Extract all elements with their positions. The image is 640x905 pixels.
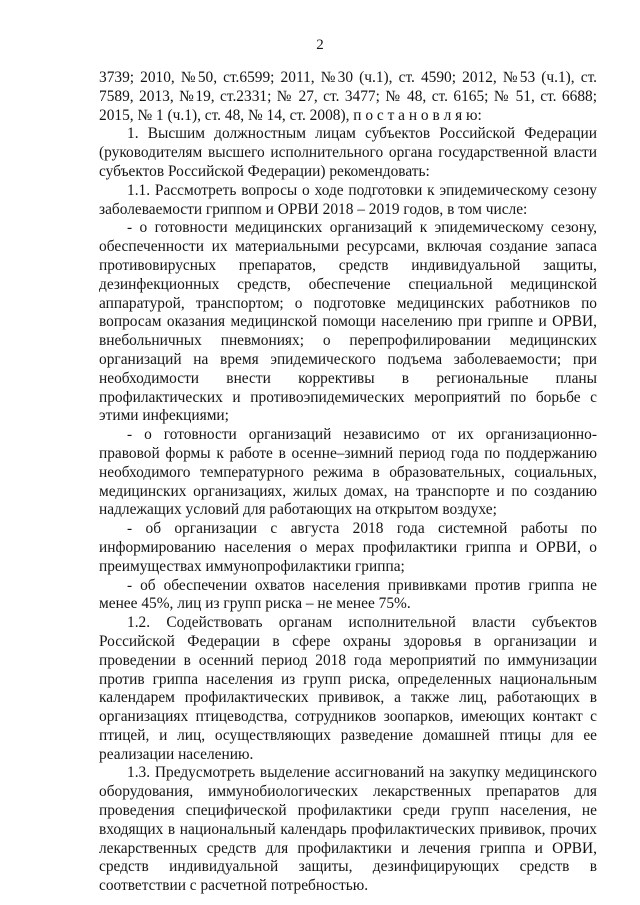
document-body [99, 69, 597, 896]
paragraph-bullet-medical-readiness: - о готовности медицинских организаций к эпидемическому сезону, обеспеченности их материальными ресурсами, включая создание запаса противовирусных препаратов, средств индивидуальной защиты, дезинфекционных средств, обеспечение специальной медицинской аппаратурой, транспортом; о подготовке медицинских работников по вопросам оказания медицинской помощи населению при гриппе и ОРВИ, внебольничных пневмониях; о перепрофилировании медицинских организаций на время эпидемического подъема заболеваемости; при необходимости внести коррективы в региональные планы профилактических и противоэпидемических мероприятий по борьбе с этими инфекциями; [99, 219, 597, 425]
page-number: 2 [316, 37, 324, 53]
paragraph-legal-references: 3739; 2010, №50, ст.6599; 2011, №30 (ч.1), ст. 4590; 2012, №53 (ч.1), ст. 7589, 2013, №19, ст.2331; № 27, ст. 3477; № 48, ст. 6165; № 51, ст. 6688; 2015, № 1 (ч.1), ст. 48, № 14, ст. 2008), п о с т а н о в л я ю: [99, 69, 597, 124]
paragraph-bullet-vaccination-coverage: - об обеспечении охватов населения прививками против гриппа не менее 45%, лиц из групп риска – не менее 75%. [99, 576, 597, 613]
paragraph-item-1: 1. Высшим должностным лицам субъектов Российской Федерации (руководителям высшего исполнительного органа государственной власти субъектов Российской Федерации) рекомендовать: [99, 125, 597, 180]
paragraph-item-1-1: 1.1. Рассмотреть вопросы о ходе подготовки к эпидемическому сезону заболеваемости гриппом и ОРВИ 2018 – 2019 годов, в том числе: [99, 181, 597, 218]
paragraph-bullet-temperature-regime: - о готовности организаций независимо от их организационно-правовой формы к работе в осенне–зимний период года по поддержанию необходимого температурного режима в образовательных, социальных, медицинских организациях, жилых домах, на транспорте и по созданию надлежащих условий для работающих на открытом воздухе; [99, 426, 597, 519]
paragraph-item-1-3: 1.3. Предусмотреть выделение ассигнований на закупку медицинского оборудования, иммунобиологических лекарственных препаратов для проведения специфической профилактики среди групп населения, не входящих в национальный календарь профилактических прививок, прочих лекарственных средств для профилактики и лечения гриппа и ОРВИ, средств индивидуальной защиты, дезинфицирующих средств в соответствии с расчетной потребностью. [99, 764, 597, 895]
paragraph-bullet-public-information: - об организации с августа 2018 года системной работы по информированию населения о мерах профилактики гриппа и ОРВИ, о преимуществах иммунопрофилактики гриппа; [99, 520, 597, 575]
paragraph-item-1-2: 1.2. Содействовать органам исполнительной власти субъектов Российской Федерации в сфере охраны здоровья в организации и проведении в осенний период 2018 года мероприятий по иммунизации против гриппа населения из групп риска, определенных национальным календарем профилактических прививок, а также лиц, работающих в организациях птицеводства, сотрудников зоопарков, имеющих контакт с птицей, и лиц, осуществляющих разведение домашней птицы для ее реализации населению. [99, 614, 597, 763]
